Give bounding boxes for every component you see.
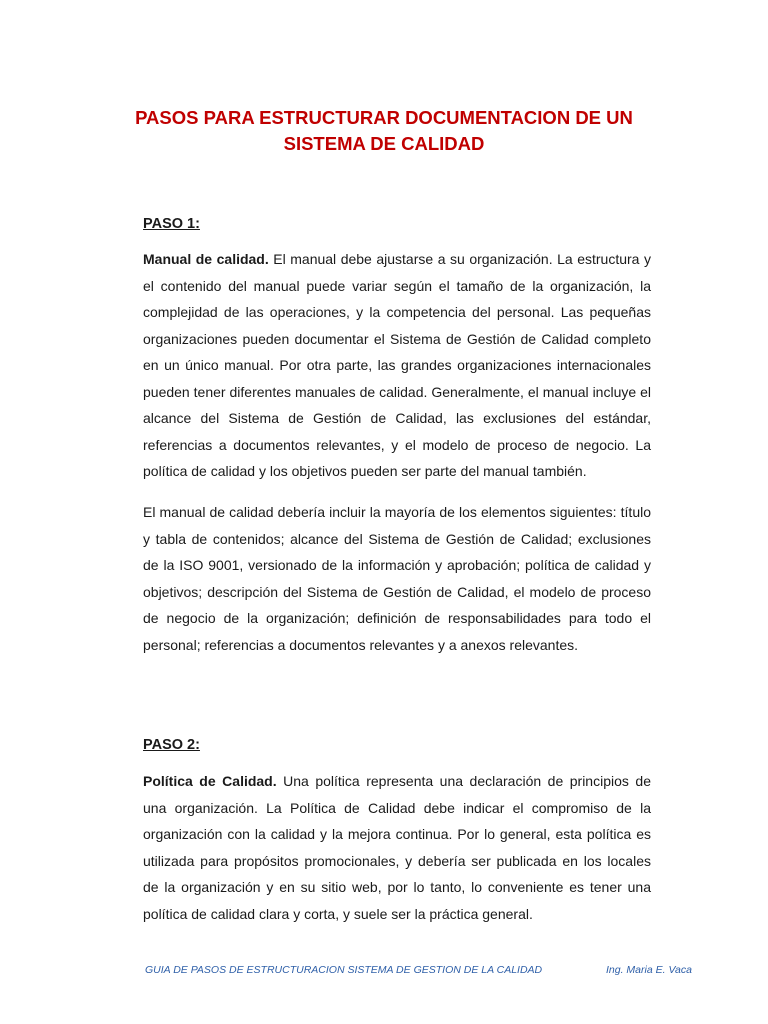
- step-1-paragraph-2: El manual de calidad debería incluir la mayoría de los elementos siguientes: título y tabla de contenidos; alcance del Sistema de Gestión de Calidad; exclusiones de la ISO 9001, versionado de la información y aprobación; política de calidad y objetivos; descripción del Sistema de Gestión de Calidad, el modelo de proceso de negocio de la organización; definición de responsabilidades para todo el personal; referencias a documentos relevantes y a anexos relevantes.: [143, 504, 651, 653]
- step-2-paragraph-1-text: Una política representa una declaración de principios de una organización. La Política de Calidad debe indicar el compromiso de la organización con la calidad y la mejora continua. Por lo general, esta política es utilizada para propósitos promocionales, y debería ser publicada en los locales de la organización y en su sitio web, por lo tanto, lo conveniente es tener una política de calidad clara y corta, y suele ser la práctica general.: [143, 773, 651, 922]
- document-title: [100, 105, 668, 157]
- step-2-heading: PASO 2:: [143, 737, 200, 753]
- footer-author: Ing. Maria E. Vaca: [606, 964, 692, 976]
- step-2-paragraph-1: [143, 768, 651, 927]
- step-1-paragraph-1: [143, 246, 651, 485]
- title-line-2: SISTEMA DE CALIDAD: [283, 133, 485, 154]
- step-1-heading: PASO 1:: [143, 216, 200, 232]
- footer-document-title: GUIA DE PASOS DE ESTRUCTURACION SISTEMA DE GESTION DE LA CALIDAD: [145, 964, 543, 976]
- step-1-paragraph-1-text: El manual debe ajustarse a su organización. La estructura y el contenido del manual puede variar según el tamaño de la organización, la complejidad de las operaciones, y la competencia del personal. Las pequeñas organizaciones pueden documentar el Sistema de Gestión de Calidad completo en un único manual. Por otra parte, las grandes organizaciones internacionales pueden tener diferentes manuales de calidad. Generalmente, el manual incluye el alcance del Sistema de Gestión de Calidad, las exclusiones del estándar, referencias a documentos relevantes, y el modelo de proceso de negocio. La política de calidad y los objetivos pueden ser parte del manual también.: [143, 251, 651, 479]
- title-line-1: PASOS PARA ESTRUCTURAR DOCUMENTACION DE UN: [135, 107, 633, 128]
- politica-de-calidad-term: Política de Calidad.: [143, 773, 277, 789]
- manual-de-calidad-term: Manual de calidad.: [143, 251, 269, 267]
